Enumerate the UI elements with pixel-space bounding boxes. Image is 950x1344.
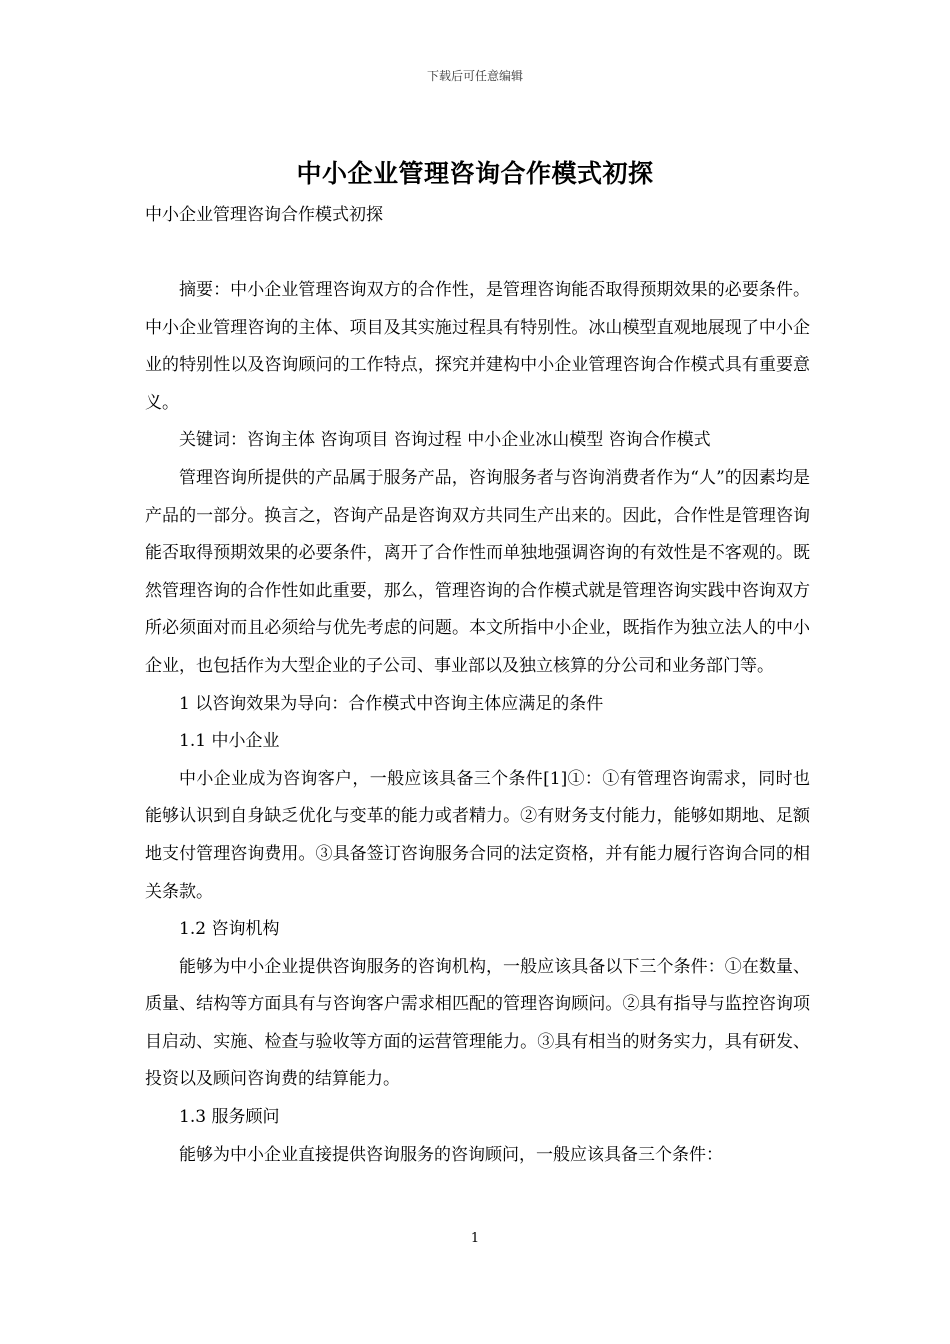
section-heading-1-1: 1.1 中小企业 xyxy=(179,731,280,752)
section-heading-1-3: 1.3 服务顾问 xyxy=(179,1107,280,1128)
document-body xyxy=(145,272,810,1174)
body-paragraph: 能够为中小企业提供咨询服务的咨询机构，一般应该具备以下三个条件：①在数量、质量、结构等方面具有与咨询客户需求相匹配的管理咨询顾问。②具有指导与监控咨询项目启动、实施、检查与验收等方面的运营管理能力。③具有相当的财务实力，具有研发、投资以及顾问咨询费的结算能力。 xyxy=(145,956,810,1090)
abstract-paragraph: 摘要：中小企业管理咨询双方的合作性，是管理咨询能否取得预期效果的必要条件。中小企业管理咨询的主体、项目及其实施过程具有特别性。冰山模型直观地展现了中小企业的特别性以及咨询顾问的工作特点，探究并建构中小企业管理咨询合作模式具有重要意义。 xyxy=(145,280,810,413)
section-heading-1: 1 以咨询效果为导向：合作模式中咨询主体应满足的条件 xyxy=(179,693,604,714)
page-number: 1 xyxy=(470,1231,480,1246)
keywords-paragraph: 关键词：咨询主体 咨询项目 咨询过程 中小企业冰山模型 咨询合作模式 xyxy=(179,430,711,451)
body-paragraph: 中小企业成为咨询客户，一般应该具备三个条件[1]①：①有管理咨询需求，同时也能够认识到自身缺乏优化与变革的能力或者精力。②有财务支付能力，能够如期地、足额地支付管理咨询费用。③具备签订咨询服务合同的法定资格，并有能力履行咨询合同的相关条款。 xyxy=(145,768,810,902)
intro-paragraph: 管理咨询所提供的产品属于服务产品，咨询服务者与咨询消费者作为“人”的因素均是产品的一部分。换言之，咨询产品是咨询双方共同生产出来的。因此，合作性是管理咨询能否取得预期效果的必要条件，离开了合作性而单独地强调咨询的有效性是不客观的。既然管理咨询的合作性如此重要，那么，管理咨询的合作模式就是管理咨询实践中咨询双方所必须面对而且必须给与优先考虑的问题。本文所指中小企业，既指作为独立法人的中小企业，也包括作为大型企业的子公司、事业部以及独立核算的分公司和业务部门等。 xyxy=(145,467,810,676)
section-heading-1-2: 1.2 咨询机构 xyxy=(179,919,280,940)
body-paragraph: 能够为中小企业直接提供咨询服务的咨询顾问，一般应该具备三个条件： xyxy=(179,1144,723,1165)
document-subtitle: 中小企业管理咨询合作模式初探 xyxy=(145,205,383,225)
document-title: 中小企业管理咨询合作模式初探 xyxy=(296,159,654,188)
page-header: 下载后可任意编辑 xyxy=(426,69,523,83)
